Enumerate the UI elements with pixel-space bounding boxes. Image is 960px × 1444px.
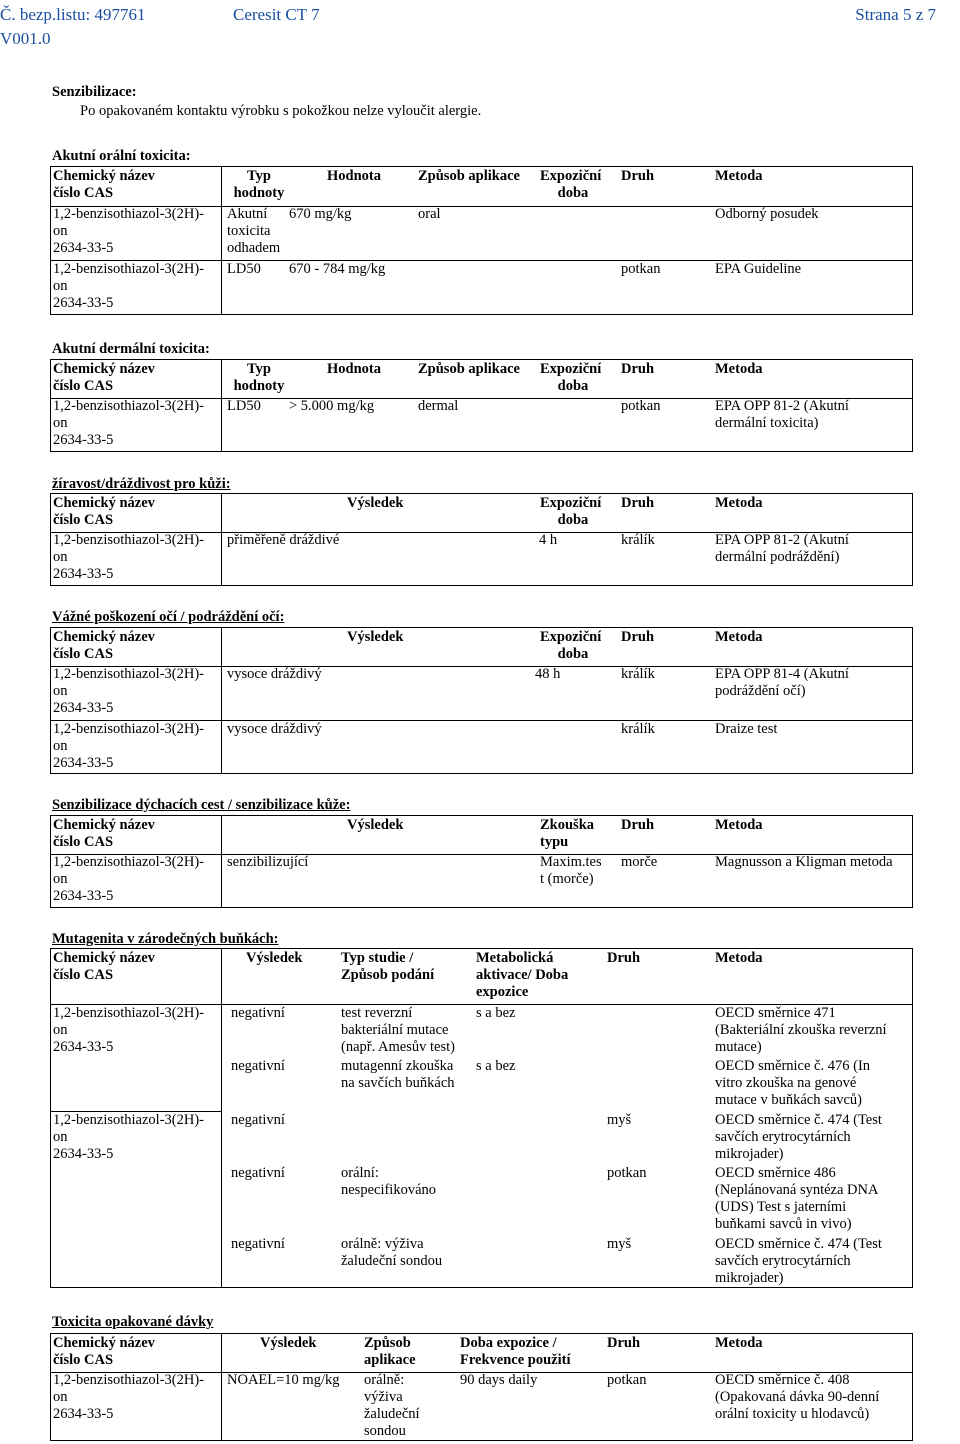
cas-number: 2634-33-5	[53, 1406, 114, 1422]
application: sondou	[364, 1423, 406, 1439]
metabolic-activation: s a bez	[476, 1005, 516, 1021]
col-header: Chemický název	[53, 629, 155, 645]
method: EPA OPP 81-2 (Akutní	[715, 398, 849, 414]
study-type: na savčích buňkách	[341, 1075, 455, 1091]
col-header: Metoda	[715, 361, 763, 377]
cas-number: 2634-33-5	[53, 566, 114, 582]
col-header: číslo CAS	[53, 967, 114, 983]
cas-number: 2634-33-5	[53, 1146, 114, 1162]
method: (Neplánovaná syntéza DNA	[715, 1182, 879, 1198]
col-header: Expoziční	[540, 168, 602, 184]
value-type: toxicita	[227, 223, 271, 239]
method: Odborný posudek	[715, 206, 819, 222]
species: králík	[621, 721, 655, 737]
result: senzibilizující	[227, 854, 309, 870]
study-type: test reverzní	[341, 1005, 413, 1021]
species: myš	[607, 1112, 632, 1128]
product-name: Ceresit CT 7	[233, 5, 320, 24]
species: potkan	[621, 398, 661, 414]
col-header: Metoda	[715, 817, 763, 833]
application: žaludeční	[364, 1406, 420, 1422]
cas-number: 2634-33-5	[53, 1039, 114, 1055]
col-header: Hodnota	[327, 361, 381, 377]
section-title: žíravost/dráždivost pro kůži:	[52, 476, 231, 492]
method: Magnusson a Kligman metoda	[715, 854, 893, 870]
method: mutace v buňkách savců)	[715, 1092, 862, 1108]
col-header: Výsledek	[347, 629, 404, 645]
col-header: Typ	[247, 168, 271, 184]
col-header: Způsob aplikace	[418, 168, 520, 184]
col-header: Doba expozice /	[460, 1335, 557, 1351]
chemical-name: 1,2-benzisothiazol-3(2H)-	[53, 666, 204, 682]
test-type: t (morče)	[540, 871, 594, 887]
section-title: Akutní orální toxicita:	[52, 148, 191, 164]
method: EPA OPP 81-4 (Akutní	[715, 666, 849, 682]
col-header: doba	[557, 646, 589, 662]
chemical-name: 1,2-benzisothiazol-3(2H)-	[53, 721, 204, 737]
col-header: Expoziční	[540, 629, 602, 645]
col-header: Výsledek	[347, 817, 404, 833]
species: potkan	[607, 1372, 647, 1388]
col-header: Způsob podání	[341, 967, 435, 983]
method: OECD směrnice 486	[715, 1165, 836, 1181]
col-header: Metoda	[715, 495, 763, 511]
species: potkan	[621, 261, 661, 277]
method: OECD směrnice 471	[715, 1005, 836, 1021]
value: 670 - 784 mg/kg	[289, 261, 386, 277]
method: savčích erytrocytárních	[715, 1129, 851, 1145]
chemical-name: on	[53, 738, 68, 754]
method: mikrojader)	[715, 1270, 784, 1286]
chemical-name: on	[53, 1389, 68, 1405]
chemical-name: 1,2-benzisothiazol-3(2H)-	[53, 206, 204, 222]
col-header: Expoziční	[540, 495, 602, 511]
exposure: 48 h	[535, 666, 561, 682]
value-type: odhadem	[227, 240, 281, 256]
col-header: Chemický název	[53, 1335, 155, 1351]
col-header: hodnoty	[233, 185, 285, 201]
col-header: Chemický název	[53, 495, 155, 511]
method: vitro zkouška na genové	[715, 1075, 857, 1091]
result: negativní	[231, 1112, 285, 1128]
species: králík	[621, 666, 655, 682]
method: savčích erytrocytárních	[715, 1253, 851, 1269]
study-type: (např. Amesův test)	[341, 1039, 455, 1055]
col-header: Druh	[621, 817, 655, 833]
method: mikrojader)	[715, 1146, 784, 1162]
col-header: hodnoty	[233, 378, 285, 394]
application: orálně:	[364, 1372, 405, 1388]
col-header: Výsledek	[246, 950, 303, 966]
chemical-name: on	[53, 223, 68, 239]
col-header: číslo CAS	[53, 1352, 114, 1368]
study-type: orálně: výživa	[341, 1236, 424, 1252]
version: V001.0	[0, 29, 51, 48]
section-title: Senzibilizace:	[52, 84, 137, 100]
study-type: nespecifikováno	[341, 1182, 437, 1198]
study-type: orální:	[341, 1165, 379, 1181]
value-type: LD50	[227, 261, 261, 277]
section-text: Po opakovaném kontaktu výrobku s pokožkou nelze vyloučit alergie.	[80, 103, 482, 119]
method: dermální toxicita)	[715, 415, 819, 431]
method: buňkami savců in vivo)	[715, 1216, 852, 1232]
col-header: Chemický název	[53, 361, 155, 377]
cas-number: 2634-33-5	[53, 240, 114, 256]
col-header: Typ studie /	[341, 950, 414, 966]
col-header: Druh	[621, 495, 655, 511]
chemical-name: 1,2-benzisothiazol-3(2H)-	[53, 261, 204, 277]
dermal-toxicity-table	[50, 359, 913, 452]
method: Draize test	[715, 721, 778, 737]
method: (UDS) Test s jaterními	[715, 1199, 847, 1215]
col-header: Chemický název	[53, 950, 155, 966]
result: negativní	[231, 1058, 285, 1074]
method: OECD směrnice č. 474 (Test	[715, 1236, 882, 1252]
study-type: bakteriální mutace	[341, 1022, 449, 1038]
col-header: doba	[557, 512, 589, 528]
species: králík	[621, 532, 655, 548]
cas-number: 2634-33-5	[53, 755, 114, 771]
method: orální toxicity u hlodavců)	[715, 1406, 870, 1422]
col-header: Výsledek	[347, 495, 404, 511]
col-header: číslo CAS	[53, 834, 114, 850]
col-header: Druh	[607, 950, 641, 966]
col-header: Zkouška	[540, 817, 595, 833]
chemical-name: 1,2-benzisothiazol-3(2H)-	[53, 1112, 204, 1128]
col-header: doba	[557, 378, 589, 394]
chemical-name: on	[53, 549, 68, 565]
col-header: Frekvence použití	[460, 1352, 571, 1368]
col-header: doba	[557, 185, 589, 201]
col-header: Chemický název	[53, 817, 155, 833]
col-header: Typ	[247, 361, 271, 377]
chemical-name: on	[53, 683, 68, 699]
study-type: žaludeční sondou	[341, 1253, 443, 1269]
col-header: Metoda	[715, 629, 763, 645]
col-header: Způsob aplikace	[418, 361, 520, 377]
result: vysoce dráždivý	[227, 666, 322, 682]
col-header: Metabolická	[476, 950, 554, 966]
col-header: Druh	[607, 1335, 641, 1351]
exposure: 4 h	[539, 532, 558, 548]
section-title: Senzibilizace dýchacích cest / senzibilizace kůže:	[52, 797, 351, 813]
result: vysoce dráždivý	[227, 721, 322, 737]
result: přiměřeně dráždivé	[227, 532, 340, 548]
test-type: Maxim.tes	[540, 854, 602, 870]
method: dermální podráždění)	[715, 549, 840, 565]
species: potkan	[607, 1165, 647, 1181]
col-header: Chemický název	[53, 168, 155, 184]
chemical-name: 1,2-benzisothiazol-3(2H)-	[53, 1005, 204, 1021]
application: výživa	[364, 1389, 403, 1405]
chemical-name: on	[53, 1129, 68, 1145]
sheet-number: Č. bezp.listu: 497761	[0, 5, 146, 24]
mutagenicity-table	[50, 948, 913, 1288]
chemical-name: 1,2-benzisothiazol-3(2H)-	[53, 854, 204, 870]
chemical-name: on	[53, 278, 68, 294]
sensitization-table	[50, 815, 913, 908]
species: morče	[621, 854, 658, 870]
chemical-name: 1,2-benzisothiazol-3(2H)-	[53, 398, 204, 414]
repeated-dose-table	[50, 1333, 913, 1441]
col-header: Výsledek	[260, 1335, 317, 1351]
species: myš	[607, 1236, 632, 1252]
result: negativní	[231, 1165, 285, 1181]
eye-irritation-table	[50, 627, 913, 774]
page-number: Strana 5 z 7	[855, 5, 936, 24]
method: (Opakovaná dávka 90-denní	[715, 1389, 880, 1405]
method: OECD směrnice č. 476 (In	[715, 1058, 871, 1074]
method: EPA Guideline	[715, 261, 802, 277]
value: 670 mg/kg	[289, 206, 352, 222]
section-title: Akutní dermální toxicita:	[52, 341, 210, 357]
col-header: Expoziční	[540, 361, 602, 377]
col-header: Metoda	[715, 950, 763, 966]
value-type: Akutní	[227, 206, 268, 222]
col-header: Druh	[621, 629, 655, 645]
cas-number: 2634-33-5	[53, 295, 114, 311]
method: OECD směrnice č. 408	[715, 1372, 850, 1388]
value-type: LD50	[227, 398, 261, 414]
chemical-name: 1,2-benzisothiazol-3(2H)-	[53, 1372, 204, 1388]
chemical-name: on	[53, 871, 68, 887]
chemical-name: on	[53, 1022, 68, 1038]
application: dermal	[418, 398, 459, 414]
col-header: Druh	[621, 361, 655, 377]
chemical-name: 1,2-benzisothiazol-3(2H)-	[53, 532, 204, 548]
col-header: číslo CAS	[53, 185, 114, 201]
study-type: mutagenní zkouška	[341, 1058, 454, 1074]
col-header: aktivace/ Doba	[476, 967, 569, 983]
cas-number: 2634-33-5	[53, 432, 114, 448]
col-header: číslo CAS	[53, 512, 114, 528]
exposure: 90 days daily	[460, 1372, 538, 1388]
oral-toxicity-table	[50, 166, 913, 315]
col-header: číslo CAS	[53, 646, 114, 662]
metabolic-activation: s a bez	[476, 1058, 516, 1074]
skin-irritation-table	[50, 493, 913, 586]
cas-number: 2634-33-5	[53, 888, 114, 904]
method: EPA OPP 81-2 (Akutní	[715, 532, 849, 548]
chemical-name: on	[53, 415, 68, 431]
col-header: Metoda	[715, 168, 763, 184]
col-header: Hodnota	[327, 168, 381, 184]
col-header: Metoda	[715, 1335, 763, 1351]
section-title: Toxicita opakované dávky	[52, 1314, 214, 1330]
application: oral	[418, 206, 441, 222]
method: (Bakteriální zkouška reverzní	[715, 1022, 887, 1038]
method: OECD směrnice č. 474 (Test	[715, 1112, 882, 1128]
result: NOAEL=10 mg/kg	[227, 1372, 340, 1388]
col-header: Způsob	[364, 1335, 411, 1351]
col-header: Druh	[621, 168, 655, 184]
result: negativní	[231, 1005, 285, 1021]
result: negativní	[231, 1236, 285, 1252]
col-header: typu	[540, 834, 569, 850]
method: mutace)	[715, 1039, 762, 1055]
method: podráždění očí)	[715, 683, 806, 699]
col-header: číslo CAS	[53, 378, 114, 394]
section-title: Mutagenita v zárodečných buňkách:	[52, 931, 279, 947]
cas-number: 2634-33-5	[53, 700, 114, 716]
value: > 5.000 mg/kg	[289, 398, 375, 414]
section-title: Vážné poškození očí / podráždění očí:	[52, 609, 285, 625]
col-header: aplikace	[364, 1352, 416, 1368]
col-header: expozice	[476, 984, 529, 1000]
